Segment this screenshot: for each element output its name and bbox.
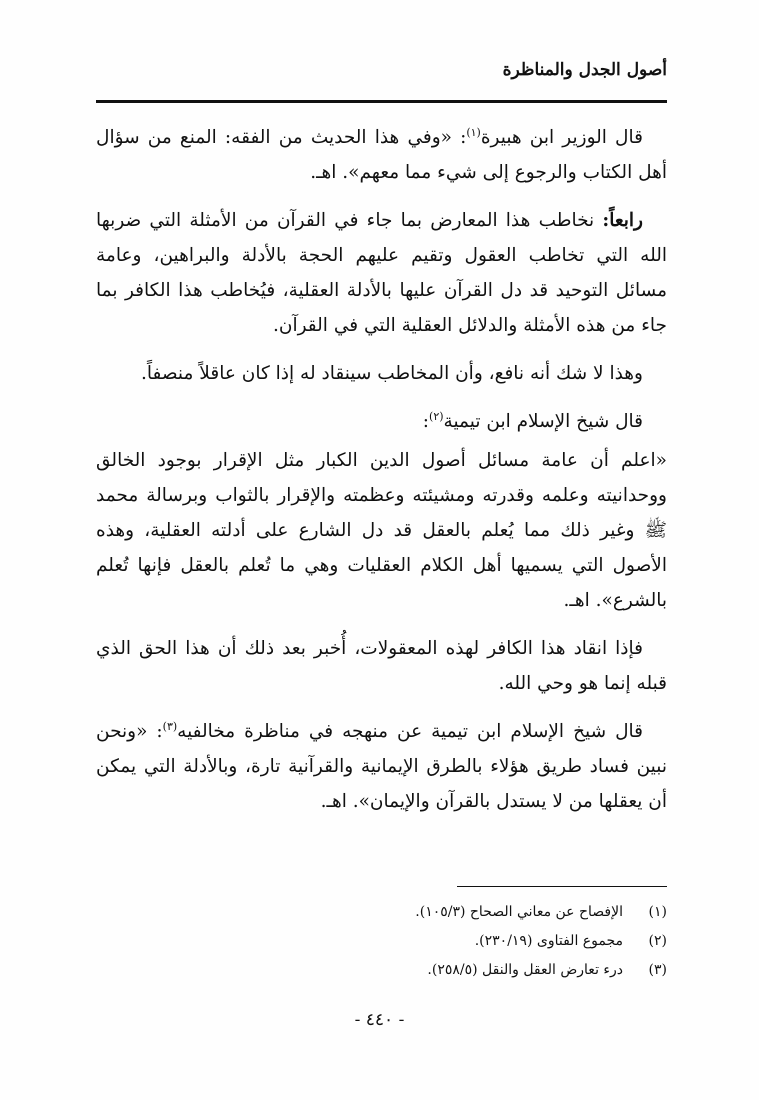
header-title: أصول الجدل والمناظرة <box>502 60 667 80</box>
paragraph-ibn-hubayra-quote <box>96 120 667 190</box>
paragraph-text: فإذا انقاد هذا الكافر لهذه المعقولات، أُخبر بعد ذلك أن هذا الحق الذي قبله إنما هو وحي الله. <box>96 638 667 694</box>
footnote-divider <box>457 886 667 887</box>
footnote-number: (١) <box>648 904 667 920</box>
footnote-number: (٣) <box>648 962 667 978</box>
paragraph-ibn-taymiyya-method <box>96 714 667 819</box>
footnotes <box>96 898 667 985</box>
footnote-ref-1[interactable]: (١) <box>466 125 481 139</box>
footnote-ref-3[interactable]: (٣) <box>162 719 178 733</box>
paragraph-text: نخاطب هذا المعارض بما جاء في القرآن من الأمثلة التي ضربها الله التي تخاطب العقول وتقيم عليهم الحجة بالأدلة والبراهين، وعامة مسائل التوحيد قد دل القرآن عليها بالأدلة العقلية، فيُخاطب هذا الكافر بما جاء من هذه الأمثلة والدلائل العقلية التي في القرآن. <box>96 210 667 336</box>
paragraph-text: قال الوزير ابن هبيرة <box>480 127 643 148</box>
body-text <box>96 120 667 832</box>
footnote-item <box>96 927 667 956</box>
footnote-item <box>96 956 667 985</box>
footnote-text: الإفصاح عن معاني الصحاح (١٠٥/٣). <box>415 904 623 920</box>
running-header <box>96 58 667 103</box>
footnote-item <box>96 898 667 927</box>
paragraph-text: قال شيخ الإسلام ابن تيمية <box>443 411 643 432</box>
paragraph-text: قال شيخ الإسلام ابن تيمية عن منهجه في مناظرة مخالفيه <box>177 721 643 742</box>
paragraph-lead: رابعاً: <box>602 210 643 231</box>
footnote-ref-2[interactable]: (٢) <box>429 409 444 423</box>
paragraph-submission <box>96 631 667 701</box>
paragraph-text: : «ونحن نبين فساد طريق هؤلاء بالطرق الإيمانية والقرآنية تارة، وبالأدلة التي يمكن أن يعقلها من لا يستدل بالقرآن والإيمان». اهـ. <box>96 721 667 812</box>
paragraph-text: «اعلم أن عامة مسائل أصول الدين الكبار مثل الإقرار بوجود الخالق ووحدانيته وعلمه وقدرته ومشيئته وعظمته والإقرار بالثواب وبرسالة محمد ﷺ وغير ذلك مما يُعلم بالعقل قد دل الشارع على أدلته العقلية، وهذه الأصول التي يسميها أهل الكلام العقليات وهي ما تُعلم بالعقل فإنها تُعلم بالشرع». اهـ. <box>96 450 667 611</box>
paragraph-text: : <box>422 411 430 432</box>
paragraph-fourthly <box>96 203 667 343</box>
footnote-number: (٢) <box>648 933 667 949</box>
footnote-text: درء تعارض العقل والنقل (٢٥٨/٥). <box>427 962 623 978</box>
paragraph-ibn-taymiyya-quote <box>96 443 667 618</box>
paragraph-text: وهذا لا شك أنه نافع، وأن المخاطب سينقاد له إذا كان عاقلاً منصفاً. <box>141 363 643 384</box>
footnote-text: مجموع الفتاوى (٢٣٠/١٩). <box>474 933 623 949</box>
paragraph-benefit <box>96 356 667 391</box>
paragraph-text: : «وفي هذا الحديث من الفقه: المنع من سؤال أهل الكتاب والرجوع إلى شيء مما معهم». اهـ. <box>96 127 667 183</box>
page-number: - ٤٤٠ - <box>354 1010 405 1030</box>
paragraph-ibn-taymiyya-intro <box>96 404 667 439</box>
